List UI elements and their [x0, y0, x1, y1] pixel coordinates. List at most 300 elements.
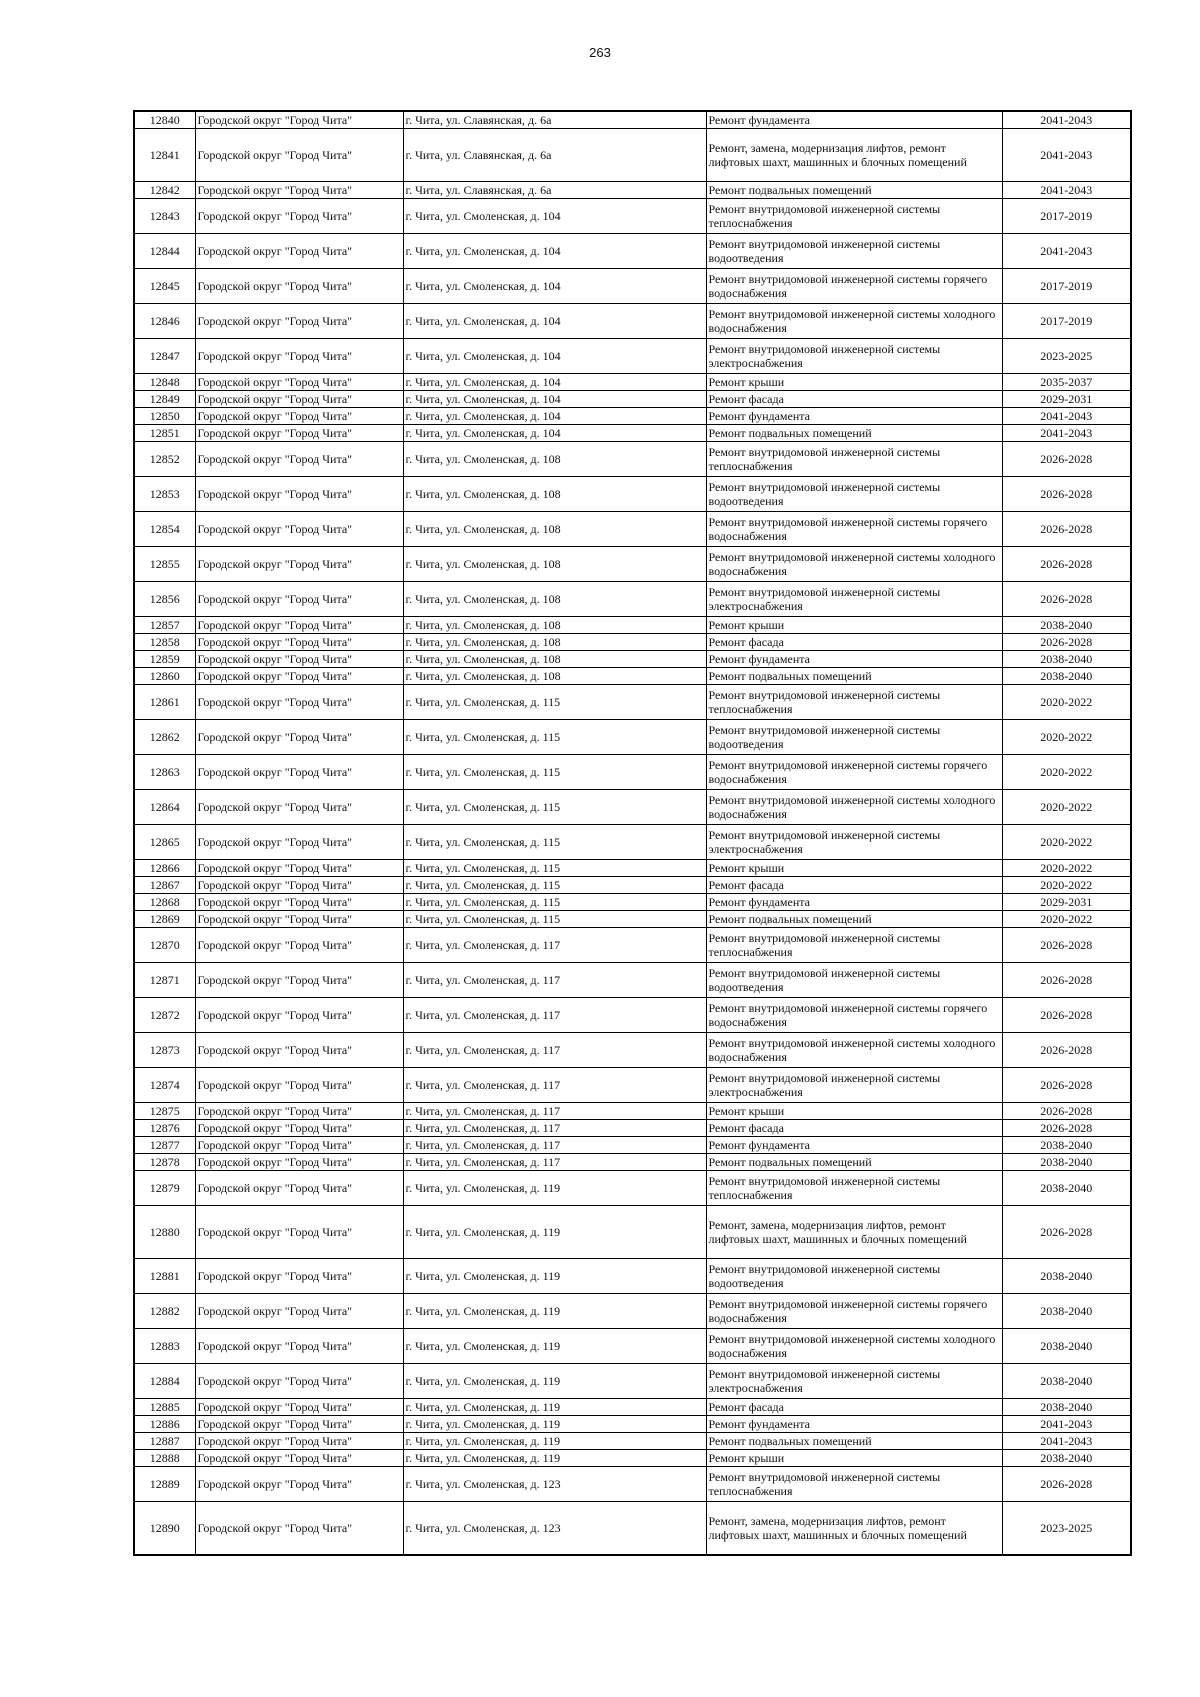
address-cell: г. Чита, ул. Смоленская, д. 108	[403, 442, 706, 477]
work-type-cell: Ремонт внутридомовой инженерной системы электроснабжения	[706, 1364, 1002, 1399]
period-cell: 2026-2028	[1002, 547, 1131, 582]
period-cell: 2020-2022	[1002, 720, 1131, 755]
table-row	[134, 755, 1131, 790]
address-cell: г. Чита, ул. Смоленская, д. 117	[403, 1033, 706, 1068]
municipality-cell: Городской округ "Город Чита"	[195, 129, 403, 182]
row-number: 12853	[134, 477, 195, 512]
work-type-cell: Ремонт внутридомовой инженерной системы теплоснабжения	[706, 199, 1002, 234]
table-row	[134, 547, 1131, 582]
row-number: 12880	[134, 1206, 195, 1259]
municipality-cell: Городской округ "Город Чита"	[195, 442, 403, 477]
period-cell: 2026-2028	[1002, 1467, 1131, 1502]
municipality-cell: Городской округ "Город Чита"	[195, 1171, 403, 1206]
row-number: 12843	[134, 199, 195, 234]
work-type-cell: Ремонт внутридомовой инженерной системы горячего водоснабжения	[706, 512, 1002, 547]
table-row	[134, 129, 1131, 182]
row-number: 12884	[134, 1364, 195, 1399]
table-row	[134, 651, 1131, 668]
period-cell: 2026-2028	[1002, 1103, 1131, 1120]
row-number: 12885	[134, 1399, 195, 1416]
municipality-cell: Городской округ "Город Чита"	[195, 339, 403, 374]
period-cell: 2038-2040	[1002, 1364, 1131, 1399]
address-cell: г. Чита, ул. Славянская, д. 6а	[403, 129, 706, 182]
municipality-cell: Городской округ "Город Чита"	[195, 617, 403, 634]
municipality-cell: Городской округ "Город Чита"	[195, 1450, 403, 1467]
address-cell: г. Чита, ул. Смоленская, д. 108	[403, 634, 706, 651]
period-cell: 2017-2019	[1002, 269, 1131, 304]
address-cell: г. Чита, ул. Смоленская, д. 104	[403, 199, 706, 234]
row-number: 12850	[134, 408, 195, 425]
address-cell: г. Чита, ул. Смоленская, д. 115	[403, 720, 706, 755]
work-type-cell: Ремонт внутридомовой инженерной системы теплоснабжения	[706, 928, 1002, 963]
municipality-cell: Городской округ "Город Чита"	[195, 477, 403, 512]
work-type-cell: Ремонт крыши	[706, 1450, 1002, 1467]
table-row	[134, 1467, 1131, 1502]
work-type-cell: Ремонт крыши	[706, 860, 1002, 877]
work-type-cell: Ремонт фундамента	[706, 1137, 1002, 1154]
address-cell: г. Чита, ул. Смоленская, д. 108	[403, 582, 706, 617]
period-cell: 2041-2043	[1002, 129, 1131, 182]
table-row	[134, 634, 1131, 651]
work-type-cell: Ремонт внутридомовой инженерной системы холодного водоснабжения	[706, 1033, 1002, 1068]
work-type-cell: Ремонт внутридомовой инженерной системы электроснабжения	[706, 582, 1002, 617]
address-cell: г. Чита, ул. Смоленская, д. 117	[403, 1137, 706, 1154]
work-type-cell: Ремонт внутридомовой инженерной системы водоотведения	[706, 963, 1002, 998]
row-number: 12860	[134, 668, 195, 685]
row-number: 12858	[134, 634, 195, 651]
municipality-cell: Городской округ "Город Чита"	[195, 111, 403, 129]
table-row	[134, 339, 1131, 374]
work-type-cell: Ремонт фундамента	[706, 894, 1002, 911]
work-type-cell: Ремонт крыши	[706, 617, 1002, 634]
municipality-cell: Городской округ "Город Чита"	[195, 582, 403, 617]
table-row	[134, 1364, 1131, 1399]
row-number: 12844	[134, 234, 195, 269]
table-row	[134, 1259, 1131, 1294]
period-cell: 2038-2040	[1002, 1329, 1131, 1364]
table-row	[134, 894, 1131, 911]
row-number: 12852	[134, 442, 195, 477]
work-type-cell: Ремонт внутридомовой инженерной системы горячего водоснабжения	[706, 755, 1002, 790]
work-type-cell: Ремонт подвальных помещений	[706, 1154, 1002, 1171]
work-type-cell: Ремонт внутридомовой инженерной системы водоотведения	[706, 720, 1002, 755]
period-cell: 2038-2040	[1002, 668, 1131, 685]
period-cell: 2041-2043	[1002, 408, 1131, 425]
address-cell: г. Чита, ул. Смоленская, д. 119	[403, 1433, 706, 1450]
municipality-cell: Городской округ "Город Чита"	[195, 182, 403, 199]
address-cell: г. Чита, ул. Смоленская, д. 119	[403, 1329, 706, 1364]
municipality-cell: Городской округ "Город Чита"	[195, 1137, 403, 1154]
work-type-cell: Ремонт внутридомовой инженерной системы горячего водоснабжения	[706, 269, 1002, 304]
row-number: 12868	[134, 894, 195, 911]
work-type-cell: Ремонт внутридомовой инженерной системы холодного водоснабжения	[706, 790, 1002, 825]
address-cell: г. Чита, ул. Смоленская, д. 104	[403, 339, 706, 374]
period-cell: 2038-2040	[1002, 1137, 1131, 1154]
municipality-cell: Городской округ "Город Чита"	[195, 234, 403, 269]
table-row	[134, 1033, 1131, 1068]
address-cell: г. Чита, ул. Смоленская, д. 115	[403, 860, 706, 877]
row-number: 12861	[134, 685, 195, 720]
table-row	[134, 720, 1131, 755]
work-type-cell: Ремонт внутридомовой инженерной системы электроснабжения	[706, 825, 1002, 860]
table-row	[134, 425, 1131, 442]
work-type-cell: Ремонт фундамента	[706, 111, 1002, 129]
address-cell: г. Чита, ул. Смоленская, д. 117	[403, 1154, 706, 1171]
period-cell: 2038-2040	[1002, 1399, 1131, 1416]
work-type-cell: Ремонт крыши	[706, 1103, 1002, 1120]
address-cell: г. Чита, ул. Смоленская, д. 115	[403, 790, 706, 825]
municipality-cell: Городской округ "Город Чита"	[195, 547, 403, 582]
row-number: 12848	[134, 374, 195, 391]
row-number: 12872	[134, 998, 195, 1033]
period-cell: 2029-2031	[1002, 391, 1131, 408]
table-row	[134, 1294, 1131, 1329]
municipality-cell: Городской округ "Город Чита"	[195, 1259, 403, 1294]
row-number: 12857	[134, 617, 195, 634]
municipality-cell: Городской округ "Город Чита"	[195, 860, 403, 877]
period-cell: 2038-2040	[1002, 651, 1131, 668]
municipality-cell: Городской округ "Город Чита"	[195, 790, 403, 825]
work-type-cell: Ремонт подвальных помещений	[706, 668, 1002, 685]
table-body	[134, 111, 1131, 1555]
work-type-cell: Ремонт, замена, модернизация лифтов, ремонт лифтовых шахт, машинных и блочных помещений	[706, 1206, 1002, 1259]
work-type-cell: Ремонт внутридомовой инженерной системы электроснабжения	[706, 1068, 1002, 1103]
period-cell: 2026-2028	[1002, 1120, 1131, 1137]
table-row	[134, 1502, 1131, 1556]
address-cell: г. Чита, ул. Смоленская, д. 108	[403, 668, 706, 685]
table-row	[134, 911, 1131, 928]
municipality-cell: Городской округ "Город Чита"	[195, 1433, 403, 1450]
work-type-cell: Ремонт внутридомовой инженерной системы теплоснабжения	[706, 1171, 1002, 1206]
row-number: 12864	[134, 790, 195, 825]
row-number: 12866	[134, 860, 195, 877]
row-number: 12874	[134, 1068, 195, 1103]
municipality-cell: Городской округ "Город Чита"	[195, 1103, 403, 1120]
address-cell: г. Чита, ул. Смоленская, д. 108	[403, 617, 706, 634]
period-cell: 2038-2040	[1002, 617, 1131, 634]
address-cell: г. Чита, ул. Смоленская, д. 115	[403, 877, 706, 894]
row-number: 12887	[134, 1433, 195, 1450]
table-row	[134, 668, 1131, 685]
work-type-cell: Ремонт внутридомовой инженерной системы горячего водоснабжения	[706, 998, 1002, 1033]
municipality-cell: Городской округ "Город Чита"	[195, 1399, 403, 1416]
row-number: 12841	[134, 129, 195, 182]
table-row	[134, 998, 1131, 1033]
table-row	[134, 1206, 1131, 1259]
work-type-cell: Ремонт внутридомовой инженерной системы водоотведения	[706, 234, 1002, 269]
municipality-cell: Городской округ "Город Чита"	[195, 894, 403, 911]
municipality-cell: Городской округ "Город Чита"	[195, 1364, 403, 1399]
address-cell: г. Чита, ул. Смоленская, д. 119	[403, 1259, 706, 1294]
address-cell: г. Чита, ул. Смоленская, д. 104	[403, 374, 706, 391]
municipality-cell: Городской округ "Город Чита"	[195, 963, 403, 998]
row-number: 12886	[134, 1416, 195, 1433]
row-number: 12846	[134, 304, 195, 339]
row-number: 12888	[134, 1450, 195, 1467]
table-row	[134, 1329, 1131, 1364]
table-row	[134, 269, 1131, 304]
table-row	[134, 477, 1131, 512]
period-cell: 2029-2031	[1002, 894, 1131, 911]
period-cell: 2020-2022	[1002, 877, 1131, 894]
municipality-cell: Городской округ "Город Чита"	[195, 825, 403, 860]
table-row	[134, 442, 1131, 477]
municipality-cell: Городской округ "Город Чита"	[195, 1329, 403, 1364]
municipality-cell: Городской округ "Город Чита"	[195, 1068, 403, 1103]
work-type-cell: Ремонт внутридомовой инженерной системы холодного водоснабжения	[706, 547, 1002, 582]
period-cell: 2020-2022	[1002, 911, 1131, 928]
period-cell: 2041-2043	[1002, 1433, 1131, 1450]
municipality-cell: Городской округ "Город Чита"	[195, 512, 403, 547]
work-type-cell: Ремонт подвальных помещений	[706, 1433, 1002, 1450]
address-cell: г. Чита, ул. Смоленская, д. 117	[403, 963, 706, 998]
address-cell: г. Чита, ул. Смоленская, д. 119	[403, 1171, 706, 1206]
row-number: 12842	[134, 182, 195, 199]
row-number: 12883	[134, 1329, 195, 1364]
row-number: 12849	[134, 391, 195, 408]
period-cell: 2023-2025	[1002, 339, 1131, 374]
capital-repair-table	[133, 110, 1132, 1556]
address-cell: г. Чита, ул. Смоленская, д. 117	[403, 1103, 706, 1120]
address-cell: г. Чита, ул. Смоленская, д. 119	[403, 1450, 706, 1467]
address-cell: г. Чита, ул. Смоленская, д. 119	[403, 1294, 706, 1329]
period-cell: 2026-2028	[1002, 1206, 1131, 1259]
work-type-cell: Ремонт внутридомовой инженерной системы теплоснабжения	[706, 442, 1002, 477]
table-row	[134, 685, 1131, 720]
work-type-cell: Ремонт внутридомовой инженерной системы водоотведения	[706, 1259, 1002, 1294]
period-cell: 2020-2022	[1002, 755, 1131, 790]
address-cell: г. Чита, ул. Смоленская, д. 123	[403, 1467, 706, 1502]
table-row	[134, 391, 1131, 408]
municipality-cell: Городской округ "Город Чита"	[195, 425, 403, 442]
period-cell: 2023-2025	[1002, 1502, 1131, 1556]
row-number: 12859	[134, 651, 195, 668]
municipality-cell: Городской округ "Город Чита"	[195, 408, 403, 425]
work-type-cell: Ремонт подвальных помещений	[706, 182, 1002, 199]
row-number: 12856	[134, 582, 195, 617]
table-row	[134, 860, 1131, 877]
period-cell: 2026-2028	[1002, 963, 1131, 998]
municipality-cell: Городской округ "Город Чита"	[195, 374, 403, 391]
row-number: 12862	[134, 720, 195, 755]
address-cell: г. Чита, ул. Смоленская, д. 104	[403, 304, 706, 339]
row-number: 12881	[134, 1259, 195, 1294]
period-cell: 2026-2028	[1002, 1033, 1131, 1068]
period-cell: 2026-2028	[1002, 928, 1131, 963]
work-type-cell: Ремонт крыши	[706, 374, 1002, 391]
municipality-cell: Городской округ "Город Чита"	[195, 1416, 403, 1433]
table-row	[134, 1103, 1131, 1120]
period-cell: 2041-2043	[1002, 111, 1131, 129]
address-cell: г. Чита, ул. Смоленская, д. 117	[403, 998, 706, 1033]
row-number: 12840	[134, 111, 195, 129]
row-number: 12882	[134, 1294, 195, 1329]
address-cell: г. Чита, ул. Славянская, д. 6а	[403, 111, 706, 129]
row-number: 12851	[134, 425, 195, 442]
work-type-cell: Ремонт внутридомовой инженерной системы теплоснабжения	[706, 1467, 1002, 1502]
period-cell: 2035-2037	[1002, 374, 1131, 391]
row-number: 12863	[134, 755, 195, 790]
address-cell: г. Чита, ул. Смоленская, д. 123	[403, 1502, 706, 1556]
period-cell: 2017-2019	[1002, 199, 1131, 234]
period-cell: 2041-2043	[1002, 425, 1131, 442]
row-number: 12873	[134, 1033, 195, 1068]
row-number: 12870	[134, 928, 195, 963]
period-cell: 2041-2043	[1002, 1416, 1131, 1433]
work-type-cell: Ремонт фасада	[706, 1120, 1002, 1137]
work-type-cell: Ремонт подвальных помещений	[706, 425, 1002, 442]
work-type-cell: Ремонт внутридомовой инженерной системы холодного водоснабжения	[706, 1329, 1002, 1364]
table-row	[134, 111, 1131, 129]
table-row	[134, 1416, 1131, 1433]
work-type-cell: Ремонт внутридомовой инженерной системы водоотведения	[706, 477, 1002, 512]
row-number: 12854	[134, 512, 195, 547]
municipality-cell: Городской округ "Город Чита"	[195, 755, 403, 790]
table-row	[134, 1120, 1131, 1137]
address-cell: г. Чита, ул. Смоленская, д. 104	[403, 269, 706, 304]
table-row	[134, 234, 1131, 269]
row-number: 12871	[134, 963, 195, 998]
row-number: 12865	[134, 825, 195, 860]
address-cell: г. Чита, ул. Смоленская, д. 108	[403, 651, 706, 668]
municipality-cell: Городской округ "Город Чита"	[195, 269, 403, 304]
period-cell: 2026-2028	[1002, 582, 1131, 617]
municipality-cell: Городской округ "Город Чита"	[195, 998, 403, 1033]
row-number: 12876	[134, 1120, 195, 1137]
municipality-cell: Городской округ "Город Чита"	[195, 634, 403, 651]
municipality-cell: Городской округ "Город Чита"	[195, 1502, 403, 1556]
work-type-cell: Ремонт фундамента	[706, 408, 1002, 425]
address-cell: г. Чита, ул. Смоленская, д. 119	[403, 1416, 706, 1433]
period-cell: 2041-2043	[1002, 234, 1131, 269]
period-cell: 2038-2040	[1002, 1450, 1131, 1467]
address-cell: г. Чита, ул. Смоленская, д. 108	[403, 547, 706, 582]
table-row	[134, 877, 1131, 894]
period-cell: 2026-2028	[1002, 1068, 1131, 1103]
address-cell: г. Чита, ул. Смоленская, д. 104	[403, 391, 706, 408]
table-row	[134, 1433, 1131, 1450]
period-cell: 2038-2040	[1002, 1154, 1131, 1171]
address-cell: г. Чита, ул. Смоленская, д. 119	[403, 1364, 706, 1399]
table-row	[134, 1154, 1131, 1171]
municipality-cell: Городской округ "Город Чита"	[195, 911, 403, 928]
work-type-cell: Ремонт внутридомовой инженерной системы горячего водоснабжения	[706, 1294, 1002, 1329]
row-number: 12867	[134, 877, 195, 894]
address-cell: г. Чита, ул. Смоленская, д. 104	[403, 234, 706, 269]
work-type-cell: Ремонт фасада	[706, 1399, 1002, 1416]
table-row	[134, 1137, 1131, 1154]
table-row	[134, 199, 1131, 234]
table-row	[134, 617, 1131, 634]
period-cell: 2041-2043	[1002, 182, 1131, 199]
table-row	[134, 790, 1131, 825]
period-cell: 2026-2028	[1002, 998, 1131, 1033]
row-number: 12889	[134, 1467, 195, 1502]
municipality-cell: Городской округ "Город Чита"	[195, 720, 403, 755]
municipality-cell: Городской округ "Город Чита"	[195, 1294, 403, 1329]
address-cell: г. Чита, ул. Смоленская, д. 108	[403, 512, 706, 547]
table-row	[134, 963, 1131, 998]
municipality-cell: Городской округ "Город Чита"	[195, 651, 403, 668]
row-number: 12855	[134, 547, 195, 582]
municipality-cell: Городской округ "Город Чита"	[195, 1120, 403, 1137]
table-row	[134, 928, 1131, 963]
row-number: 12890	[134, 1502, 195, 1556]
period-cell: 2038-2040	[1002, 1294, 1131, 1329]
address-cell: г. Чита, ул. Смоленская, д. 104	[403, 425, 706, 442]
address-cell: г. Чита, ул. Смоленская, д. 115	[403, 825, 706, 860]
work-type-cell: Ремонт фундамента	[706, 1416, 1002, 1433]
period-cell: 2020-2022	[1002, 825, 1131, 860]
period-cell: 2026-2028	[1002, 442, 1131, 477]
work-type-cell: Ремонт внутридомовой инженерной системы холодного водоснабжения	[706, 304, 1002, 339]
municipality-cell: Городской округ "Город Чита"	[195, 928, 403, 963]
page-number: 263	[589, 45, 611, 60]
table-row	[134, 1171, 1131, 1206]
work-type-cell: Ремонт фасада	[706, 634, 1002, 651]
address-cell: г. Чита, ул. Смоленская, д. 117	[403, 1120, 706, 1137]
row-number: 12875	[134, 1103, 195, 1120]
municipality-cell: Городской округ "Город Чита"	[195, 199, 403, 234]
row-number: 12879	[134, 1171, 195, 1206]
municipality-cell: Городской округ "Город Чита"	[195, 1467, 403, 1502]
table-row	[134, 512, 1131, 547]
row-number: 12869	[134, 911, 195, 928]
address-cell: г. Чита, ул. Смоленская, д. 117	[403, 928, 706, 963]
row-number: 12878	[134, 1154, 195, 1171]
work-type-cell: Ремонт, замена, модернизация лифтов, ремонт лифтовых шахт, машинных и блочных помещений	[706, 129, 1002, 182]
address-cell: г. Чита, ул. Смоленская, д. 119	[403, 1206, 706, 1259]
period-cell: 2038-2040	[1002, 1259, 1131, 1294]
table-row	[134, 1399, 1131, 1416]
municipality-cell: Городской округ "Город Чита"	[195, 391, 403, 408]
period-cell: 2020-2022	[1002, 685, 1131, 720]
table-row	[134, 582, 1131, 617]
period-cell: 2026-2028	[1002, 477, 1131, 512]
table-row	[134, 182, 1131, 199]
table-row	[134, 304, 1131, 339]
row-number: 12845	[134, 269, 195, 304]
municipality-cell: Городской округ "Город Чита"	[195, 1033, 403, 1068]
work-type-cell: Ремонт внутридомовой инженерной системы электроснабжения	[706, 339, 1002, 374]
period-cell: 2020-2022	[1002, 790, 1131, 825]
table-row	[134, 1068, 1131, 1103]
municipality-cell: Городской округ "Город Чита"	[195, 877, 403, 894]
work-type-cell: Ремонт фасада	[706, 391, 1002, 408]
municipality-cell: Городской округ "Город Чита"	[195, 1206, 403, 1259]
table-row	[134, 1450, 1131, 1467]
work-type-cell: Ремонт фасада	[706, 877, 1002, 894]
table-row	[134, 374, 1131, 391]
address-cell: г. Чита, ул. Смоленская, д. 115	[403, 755, 706, 790]
address-cell: г. Чита, ул. Смоленская, д. 104	[403, 408, 706, 425]
address-cell: г. Чита, ул. Смоленская, д. 117	[403, 1068, 706, 1103]
work-type-cell: Ремонт, замена, модернизация лифтов, ремонт лифтовых шахт, машинных и блочных помещений	[706, 1502, 1002, 1556]
period-cell: 2026-2028	[1002, 512, 1131, 547]
address-cell: г. Чита, ул. Смоленская, д. 115	[403, 685, 706, 720]
municipality-cell: Городской округ "Город Чита"	[195, 668, 403, 685]
row-number: 12847	[134, 339, 195, 374]
work-type-cell: Ремонт внутридомовой инженерной системы теплоснабжения	[706, 685, 1002, 720]
municipality-cell: Городской округ "Город Чита"	[195, 1154, 403, 1171]
address-cell: г. Чита, ул. Смоленская, д. 115	[403, 911, 706, 928]
address-cell: г. Чита, ул. Смоленская, д. 119	[403, 1399, 706, 1416]
period-cell: 2020-2022	[1002, 860, 1131, 877]
period-cell: 2026-2028	[1002, 634, 1131, 651]
municipality-cell: Городской округ "Город Чита"	[195, 685, 403, 720]
table-row	[134, 408, 1131, 425]
address-cell: г. Чита, ул. Славянская, д. 6а	[403, 182, 706, 199]
